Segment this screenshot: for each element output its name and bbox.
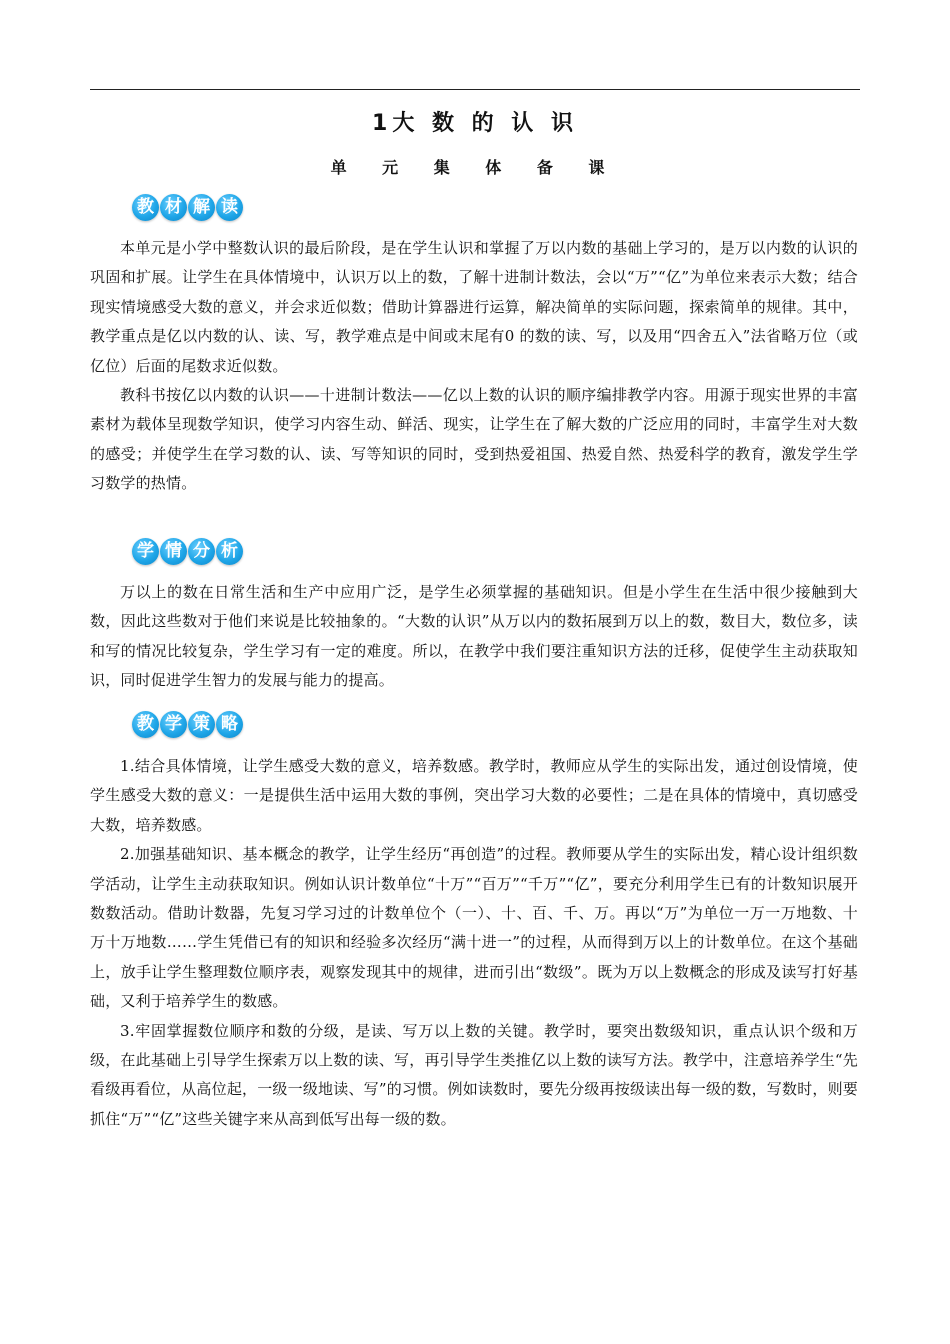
badge-char: 学 [160,711,187,738]
badge-char: 情 [160,538,187,565]
section-textbook-analysis [90,234,858,499]
badge-char: 策 [188,711,215,738]
paragraph: 教科书按亿以内数的认识——十进制计数法——亿以上数的认识的顺序编排教学内容。用源于现实世界的丰富素材为载体呈现数学知识，使学习内容生动、鲜活、现实，让学生在了解大数的广泛应用的同时，丰富学生对大数的感受；并使学生在学习数的认、读、写等知识的同时，受到热爱祖国、热爱自然、热爱科学的教育，激发学生学习数学的热情。 [90,386,858,493]
badge-char: 略 [216,711,243,738]
paragraph: 本单元是小学中整数认识的最后阶段，是在学生认识和掌握了万以内数的基础上学习的，是万以内数的认识的巩固和扩展。让学生在具体情境中，认识万以上的数，了解十进制计数法，会以“万”“亿”为单位来表示大数；结合现实情境感受大数的意义，并会求近似数；借助计算器进行运算，解决简单的实际问题，探索简单的规律。其中，教学重点是亿以内数的认、读、写，教学难点是中间或末尾有0 的数的读、写，以及用“四舍五入”法省略万位（或亿位）后面的尾数求近似数。 [90,239,858,375]
section-badge-learner [132,536,243,568]
badge-char: 材 [160,194,187,221]
section-badge-strategy [132,709,243,741]
badge-char: 分 [188,538,215,565]
badge-char: 教 [132,711,159,738]
paragraph: 2.加强基础知识、基本概念的教学，让学生经历“再创造”的过程。教师要从学生的实际出发，精心设计组织数学活动，让学生主动获取知识。例如认识计数单位“十万”“百万”“千万”“亿”，要充分利用学生已有的计数知识展开数数活动。借助计数器，先复习学习过的计数单位个（一）、十、百、千、万。再以“万”为单位一万一万地数、十万十万地数……学生凭借已有的知识和经验多次经历“满十进一”的过程，从而得到万以上的计数单位。在这个基础上，放手让学生整理数位顺序表，观察发现其中的规律，进而引出“数级”。既为万以上数概念的形成及读写打好基础，又利于培养学生的数感。 [90,845,858,1011]
badge-char: 读 [216,194,243,221]
paragraph: 3.牢固掌握数位顺序和数的分级，是读、写万以上数的关键。教学时，要突出数级知识，重点认识个级和万级，在此基础上引导学生探索万以上数的读、写，再引导学生类推亿以上数的读写方法。教学中，注意培养学生“先看级再看位，从高位起，一级一级地读、写”的习惯。例如读数时，要先分级再按级读出每一级的数，写数时，则要抓住“万”“亿”这些关键字来从高到低写出每一级的数。 [90,1021,858,1128]
section-learner-analysis [90,578,858,696]
paragraph: 1.结合具体情境，让学生感受大数的意义，培养数感。教学时，教师应从学生的实际出发，通过创设情境，使学生感受大数的意义：一是提供生活中运用大数的事例，突出学习大数的必要性；二是在具体的情境中，真切感受大数，培养数感。 [90,757,858,834]
header-rule [90,89,860,90]
badge-char: 析 [216,538,243,565]
badge-char: 解 [188,194,215,221]
section-teaching-strategy [90,752,858,1134]
section-badge-textbook [132,192,243,224]
page-subtitle: 单 元 集 体 备 课 [330,158,620,177]
paragraph: 万以上的数在日常生活和生产中应用广泛，是学生必须掌握的基础知识。但是小学生在生活中很少接触到大数，因此这些数对于他们来说是比较抽象的。“大数的认识”从万以内的数拓展到万以上的数，数目大，数位多，读和写的情况比较复杂，学生学习有一定的难度。所以，在教学中我们要注重知识方法的迁移，促使学生主动获取知识，同时促进学生智力的发展与能力的提高。 [90,583,858,690]
badge-char: 教 [132,194,159,221]
page-title: 1大 数 的 认 识 [372,111,578,136]
badge-char: 学 [132,538,159,565]
